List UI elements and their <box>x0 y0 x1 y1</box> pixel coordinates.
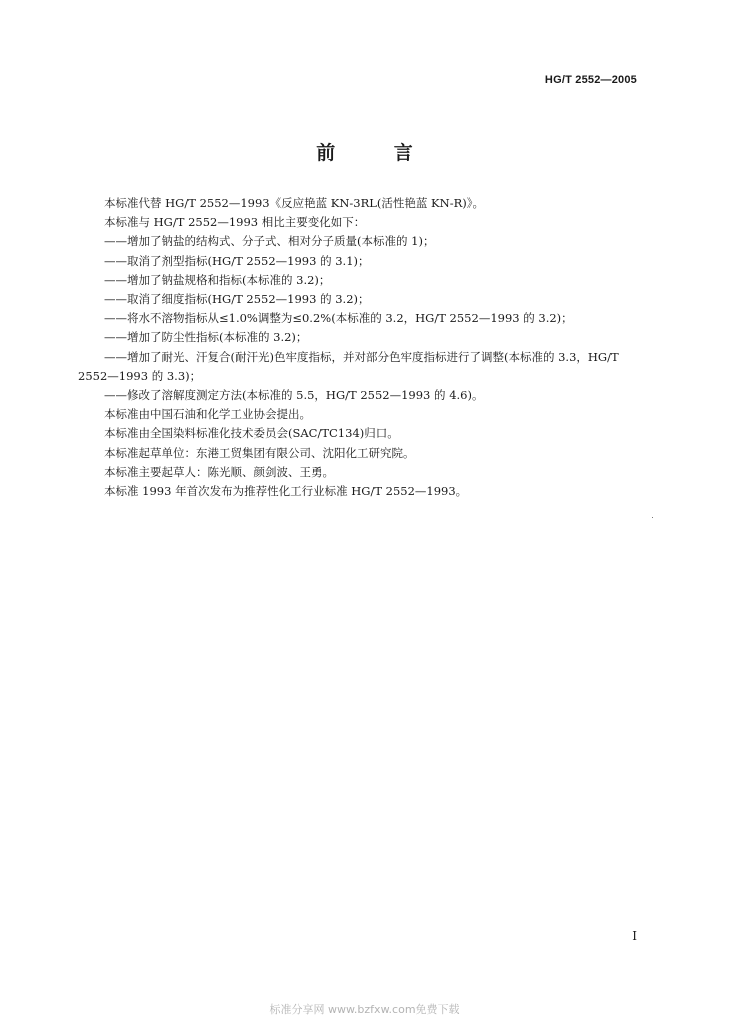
paragraph-administration: 本标准由全国染料标准化技术委员会(SAC/TC134)归口。 <box>104 426 399 441</box>
change-item: ——修改了溶解度测定方法(本标准的 5.5，HG/T 2552—1993 的 4.6)。 <box>104 388 484 403</box>
change-item: ——增加了钠盐规格和指标(本标准的 3.2)； <box>104 272 331 287</box>
standard-code: HG/T 2552—2005 <box>544 74 637 86</box>
change-item: ——增加了钠盐的结构式、分子式、相对分子质量(本标准的 1)； <box>104 234 435 249</box>
change-item: ——增加了防尘性指标(本标准的 3.2)； <box>104 330 308 345</box>
paragraph-changes-intro: 本标准与 HG/T 2552—1993 相比主要变化如下： <box>104 215 366 230</box>
paragraph-replaces: 本标准代替 HG/T 2552—1993《反应艳蓝 KN-3RL(活性艳蓝 KN-R)》。 <box>104 196 484 210</box>
scan-speck <box>652 517 653 518</box>
paragraph-drafters: 本标准主要起草人：陈光顺、颜剑波、王勇。 <box>104 464 334 479</box>
paragraph-history: 本标准 1993 年首次发布为推荐性化工行业标准 HG/T 2552—1993。 <box>104 484 468 499</box>
change-item: ——增加了耐光、汗复合(耐汗光)色牢度指标，并对部分色牢度指标进行了调整(本标准的 3.3，HG/T 2552—1993 的 3.3)； <box>78 349 619 383</box>
watermark-footer: 标准分享网 www.bzfxw.com免费下载 <box>269 1003 460 1016</box>
paragraph-proposer: 本标准由中国石油和化学工业协会提出。 <box>104 407 311 422</box>
change-item: ——取消了剂型指标(HG/T 2552—1993 的 3.1)； <box>104 253 370 268</box>
paragraph-drafting-units: 本标准起草单位：东港工贸集团有限公司、沈阳化工研究院。 <box>104 445 415 460</box>
document-body <box>78 194 644 501</box>
page-title: 前 言 <box>316 142 439 164</box>
page-number: I <box>632 929 637 943</box>
change-item: ——取消了细度指标(HG/T 2552—1993 的 3.2)； <box>104 292 370 307</box>
change-item: ——将水不溶物指标从≤1.0%调整为≤0.2%(本标准的 3.2，HG/T 2552—1993 的 3.2)； <box>104 311 573 326</box>
